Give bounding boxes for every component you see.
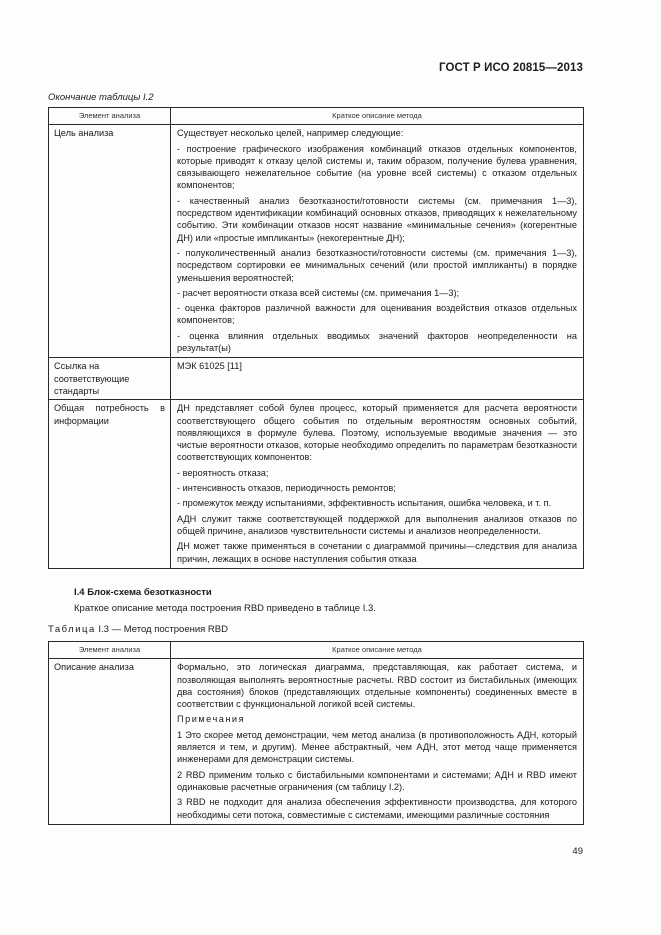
table-row: [49, 125, 584, 358]
table-header-row: [49, 642, 584, 659]
list-item: - интенсивность отказов, периодичность ремонтов;: [177, 483, 396, 494]
method-table-fta: [48, 107, 584, 569]
paragraph: ДН представляет собой булев процесс, который применяется для расчета вероятности соответствующего общего события по отдельным вероятностям основных событий, появляющихся в формуле булева. Поэтому, используемые вводимые значения — это чистые вероятности отказов, которые необходимо определить по параметрам безотказности соответствующих компонентов:: [177, 403, 577, 463]
column-header-description: Краткое описание метода: [171, 642, 584, 659]
list-item: - оценка влияния отдельных вводимых значений факторов неопределенности на результат(ы): [177, 330, 577, 354]
paragraph: МЭК 61025 [11]: [177, 361, 242, 372]
note-item: 3 RBD не подходит для анализа обеспечения эффективности производства, для которого необходимы сети потока, совместимые с системами, имеющими различные состояния: [177, 797, 577, 820]
list-item: - оценка факторов различной важности для оценивания воздействия отказов отдельных компонентов;: [177, 303, 577, 326]
table-header-row: [49, 108, 584, 125]
list-item: - построение графического изображения комбинаций отказов отдельных компонентов, которые приводят к отказу целой системы и, таким образом, получение булева уравнения, связывающего нежелательное событие (на уровне всей системы) с отказом отдельных компонентов;: [177, 143, 577, 191]
paragraph: Существует несколько целей, например следующие:: [177, 128, 404, 139]
page-number: 49: [572, 846, 583, 857]
list-item: - полуколичественный анализ безотказности/готовности системы (см. примечания 1—3), посредством сортировки ее минимальных сечений (или простой импликанты) в порядке уменьшения вероятностей;: [177, 247, 577, 283]
column-header-element: Элемент анализа: [49, 642, 171, 659]
list-item: - расчет вероятности отказа всей системы (см. примечания 1—3);: [177, 287, 460, 298]
row-description: [171, 358, 584, 400]
list-item: - качественный анализ безотказности/готовности системы (см. примечания 1—3), посредством идентификации комбинаций основных отказов, приводящих к нежелательному событию. Эти комбинации отказов носят название «минимальные сечения» (когерентные ДН) или «простые импликанты» (некогерентные ДН);: [177, 195, 577, 243]
table-caption-title: I.3 — Метод построения RBD: [95, 624, 228, 635]
paragraph: ДН может также применяться в сочетании с диаграммой причины—следствия для анализа причин, лежащих в основе наступления события отказа: [177, 541, 577, 564]
row-description: [171, 125, 584, 358]
note-item: 2 RBD применим только с бистабильными компонентами и системами; АДН и RBD имеют одинаковые расчетные ограничения (см таблицу I.2).: [177, 769, 577, 792]
column-header-description: Краткое описание метода: [171, 108, 584, 125]
table-row: [49, 358, 584, 400]
row-description: [171, 400, 584, 569]
row-label: Общая потребность в информации: [49, 400, 171, 569]
section-paragraph: Краткое описание метода построения RBD приведено в таблице I.3.: [74, 603, 376, 614]
table-row: [49, 659, 584, 825]
table-row: [49, 400, 584, 569]
method-table-rbd: [48, 641, 584, 825]
row-label: Цель анализа: [49, 125, 171, 358]
section-heading: I.4 Блок-схема безотказности: [74, 587, 212, 598]
note-item: 1 Это скорее метод демонстрации, чем метод анализа (в противоположность АДН, который является и тем, и другим). Менее абстрактный, чем АДН, этот метод чаще применяется инженерами для демонстрации системы.: [177, 729, 577, 765]
paragraph: Формально, это логическая диаграмма, представляющая, как работает система, и позволяющая выполнять вероятностные расчеты. RBD состоит из бистабильных (имеющих два состояния) блоков (представляющих отдельные компоненты) соединенных вместе в соответствии с функциональной логикой всей системы.: [177, 662, 577, 710]
table-continuation-caption: Окончание таблицы I.2: [48, 92, 154, 103]
list-item: - вероятность отказа;: [177, 467, 269, 478]
table-caption: [48, 624, 228, 635]
paragraph: АДН служит также соответствующей поддержкой для выполнения анализов отказов по общей причине, анализов чувствительности системы и анализов неопределенности.: [177, 513, 577, 536]
list-item: - промежуток между испытаниями, эффективность испытания, ошибка человека, и т. п.: [177, 498, 552, 509]
row-label: Ссылка на соответствующие стандарты: [49, 358, 171, 400]
notes-heading: Примечания: [177, 714, 246, 725]
column-header-element: Элемент анализа: [49, 108, 171, 125]
standard-designation: ГОСТ Р ИСО 20815—2013: [438, 62, 583, 74]
row-description: [171, 659, 584, 825]
row-label: Описание анализа: [49, 659, 171, 825]
table-caption-label: Таблица: [48, 624, 96, 635]
